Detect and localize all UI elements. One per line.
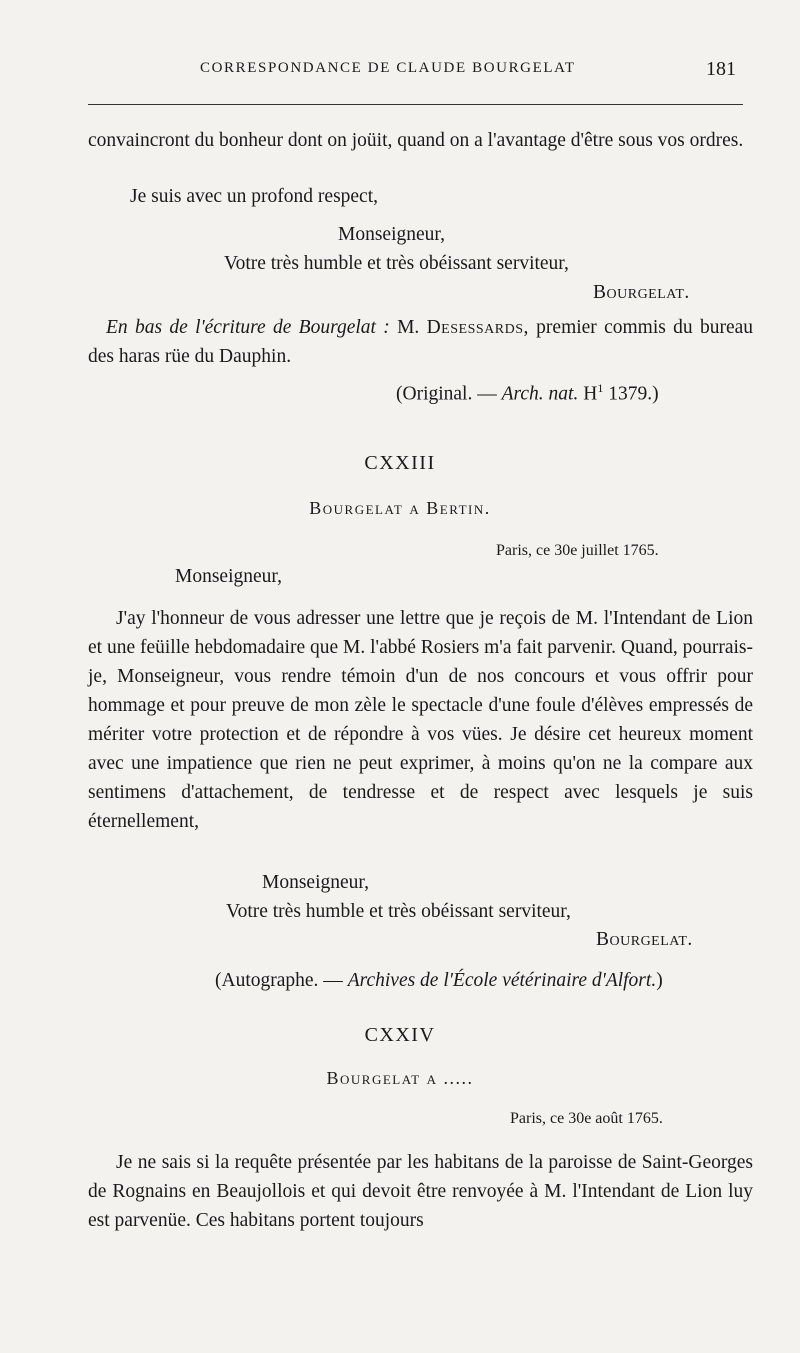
letter1-closing: Je suis avec un profond respect, — [130, 186, 379, 207]
letter1-servant: Votre très humble et très obéissant serviteur, — [224, 253, 569, 274]
letter2-number: CXXIII — [364, 452, 436, 474]
source-autograph: (Autographe. — — [215, 970, 343, 991]
letter3-date: Paris, ce 30e août 1765. — [510, 1110, 663, 1127]
source-archive: Arch. nat. — [501, 383, 579, 405]
letter1-salutation: Monseigneur, — [338, 224, 445, 245]
note-text: premier commis du bureau des haras rüe du Dauphin. — [88, 317, 754, 367]
letter3-title: Bourgelat a ..... — [326, 1068, 474, 1088]
letter2-source — [215, 970, 663, 992]
letter1-note — [88, 313, 753, 371]
source-original: (Original. — — [396, 383, 497, 405]
letter2-body: J'ay l'honneur de vous adresser une lettre que je reçois de M. l'Intendant de Lion et une feüille hebdomadaire que M. l'abbé Rosiers m'a fait parvenir. Quand, pourrais-je, Monseigneur, vous rendre témoin d'un de nos concours et vous offrir pour hommage et pour preuve de mon zèle le spectacle d'une foule d'élèves empressés de mériter votre protection et de répondre à vos vües. Je désire cet heureux moment avec une impatience que rien ne peut exprimer, à moins qu'on ne la compare aux sentimens d'attachement, de tendresse et de respect avec lesquels je suis éternellement, — [88, 608, 753, 832]
source-series-sup: 1 — [597, 381, 604, 395]
source-close: ) — [656, 970, 663, 991]
letter2-title: Bourgelat a Bertin. — [309, 498, 491, 518]
letter1-continuation: convaincront du bonheur dont on joüit, quand on a l'avantage d'être sous vos ordres. — [88, 130, 744, 151]
source-archive: Archives de l'École vétérinaire d'Alfort. — [347, 970, 657, 991]
header-rule — [88, 104, 743, 105]
letter1-signature: Bourgelat. — [593, 282, 690, 303]
note-name: Desessards, — [426, 317, 529, 338]
letter2-signature: Bourgelat. — [596, 929, 693, 950]
letter3-body: Je ne sais si la requête présentée par les habitans de la paroisse de Saint-Georges de Rognains en Beaujollois et qui devoit être renvoyée à M. l'Intendant de Lion luy est parvenüe. Ces habitans portent toujours — [88, 1152, 753, 1231]
page-number: 181 — [706, 58, 736, 80]
running-header: CORRESPONDANCE DE CLAUDE BOURGELAT — [200, 60, 576, 76]
letter2-closing-salutation: Monseigneur, — [262, 872, 369, 893]
note-m: M. — [397, 317, 420, 338]
note-label: En bas de l'écriture de Bourgelat : — [106, 317, 390, 338]
source-number: 1379.) — [608, 383, 659, 405]
source-series: H — [583, 383, 598, 405]
letter2-servant: Votre très humble et très obéissant serviteur, — [226, 901, 571, 922]
letter2-date: Paris, ce 30e juillet 1765. — [496, 542, 659, 559]
letter2-salutation: Monseigneur, — [175, 566, 282, 587]
letter3-number: CXXIV — [364, 1024, 436, 1046]
letter1-source — [396, 381, 659, 406]
